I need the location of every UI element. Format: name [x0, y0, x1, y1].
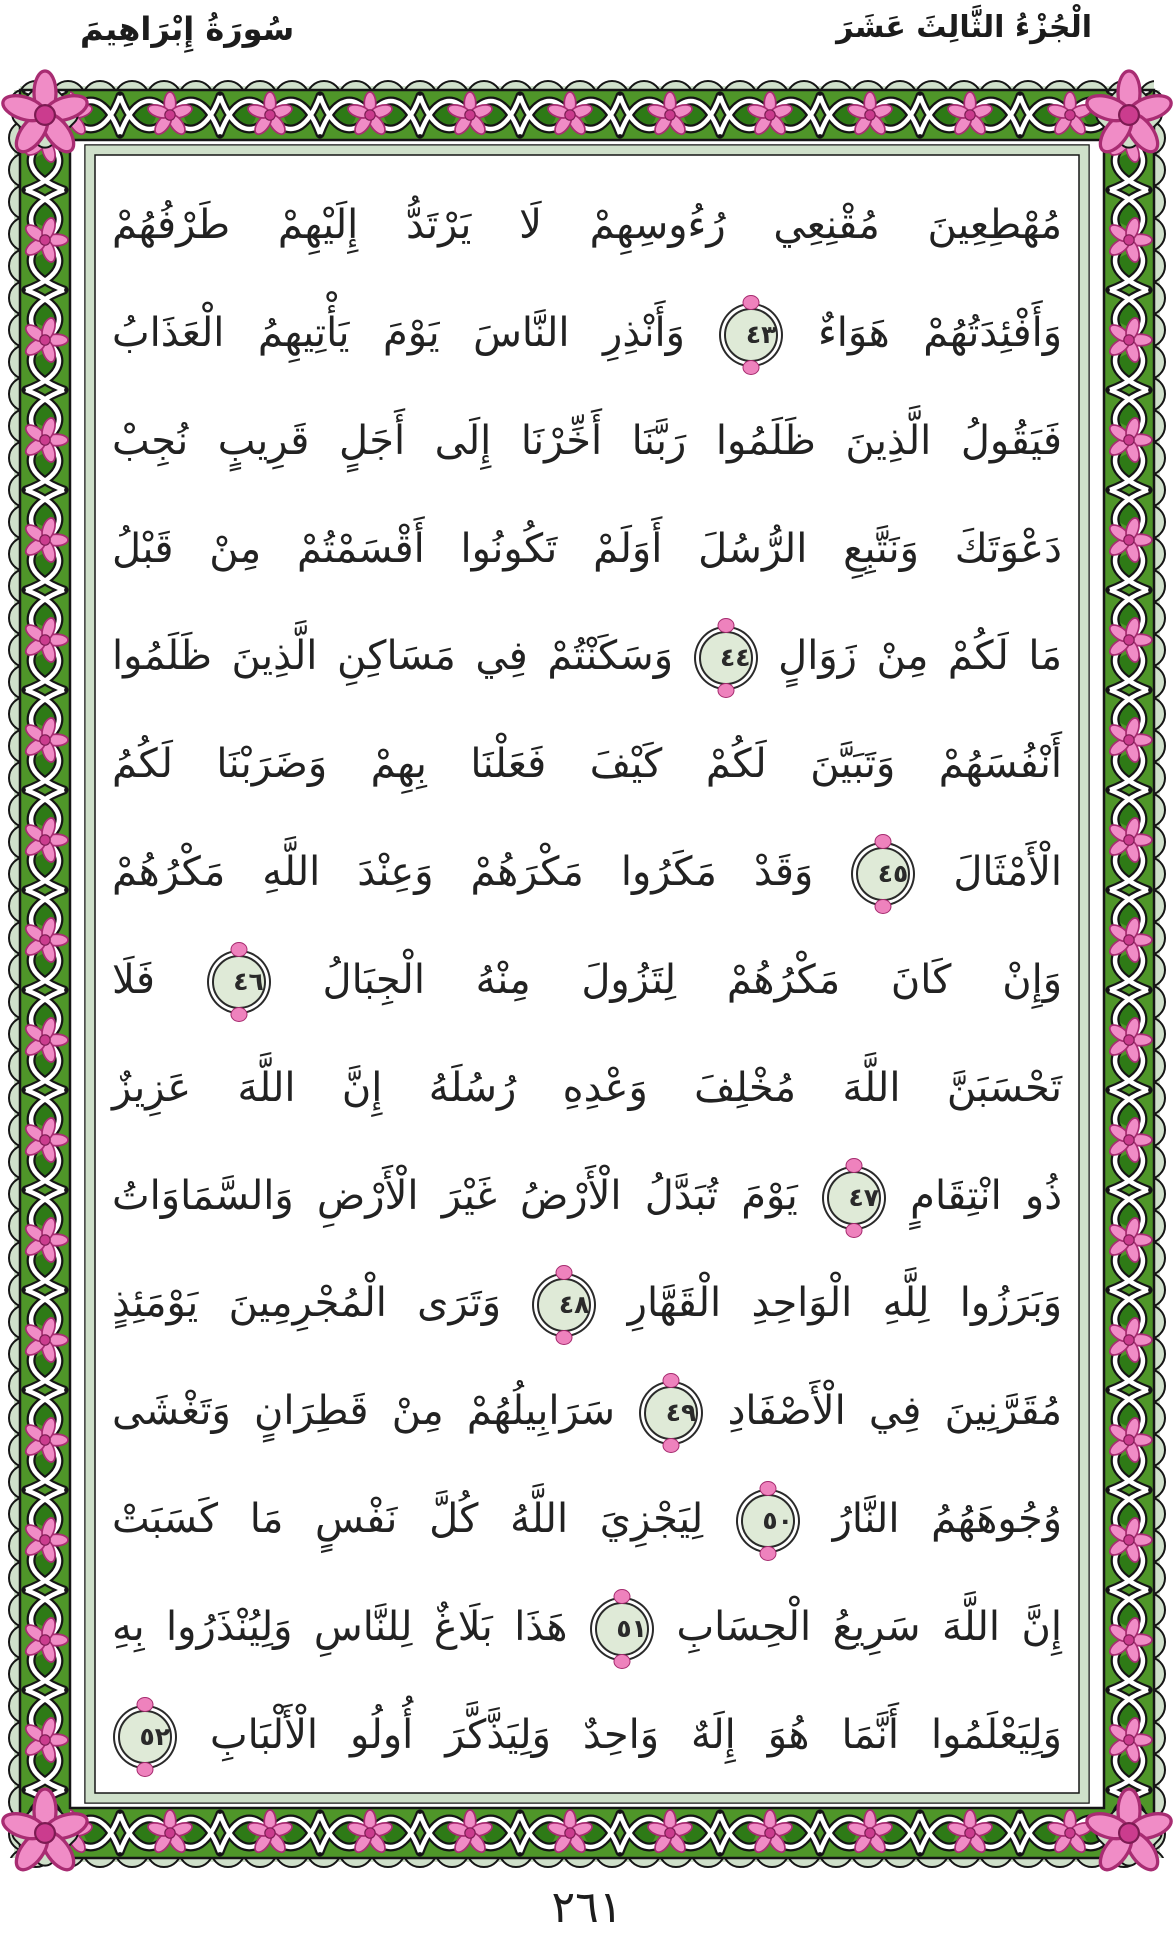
- verse-text: وَسَكَنْتُمْ فِي مَسَاكِنِ الَّذِينَ ظَلَمُوا: [112, 633, 674, 680]
- border-scallop-right: [1154, 90, 1172, 1858]
- aya-marker-45: ٤٥: [856, 847, 910, 901]
- verse-text: وَقَدْ مَكَرُوا مَكْرَهُمْ وَعِنْدَ اللَّهِ مَكْرُهُمْ: [112, 849, 814, 896]
- juz-header: الْجُزْءُ الثَّالِثَ عَشَرَ: [836, 10, 1092, 45]
- aya-marker-46: ٤٦: [212, 955, 266, 1009]
- verse-text: ذُو انْتِقَامٍ: [910, 1172, 1062, 1219]
- aya-marker-51: ٥١: [595, 1602, 649, 1656]
- quran-line-6: [112, 711, 1062, 817]
- verse-text: مُهْطِعِينَ مُقْنِعِي رُءُوسِهِمْ لَا يَرْتَدُّ إِلَيْهِمْ طَرْفُهُمْ: [112, 202, 1062, 248]
- quran-text-block: [112, 172, 1062, 1788]
- verse-text: فَلَا: [112, 956, 155, 1003]
- quran-line-9: [112, 1035, 1062, 1141]
- quran-line-10: [112, 1143, 1062, 1249]
- quran-line-15: [112, 1682, 1062, 1788]
- quran-line-13: [112, 1466, 1062, 1572]
- border-scallop-top: [20, 74, 1154, 92]
- quran-line-12: [112, 1358, 1062, 1464]
- aya-marker-44: ٤٤: [699, 631, 753, 685]
- page-number: ٢٦١: [551, 1882, 623, 1933]
- verse-text: إِنَّ اللَّهَ سَرِيعُ الْحِسَابِ: [676, 1603, 1063, 1650]
- quran-line-1: [112, 172, 1062, 278]
- aya-marker-52: ٥٢: [118, 1710, 172, 1764]
- quran-line-14: [112, 1574, 1062, 1680]
- border-scallop-left: [2, 90, 20, 1858]
- quran-line-7: [112, 819, 1062, 925]
- verse-text: تَحْسَبَنَّ اللَّهَ مُخْلِفَ وَعْدِهِ رُسُلَهُ إِنَّ اللَّهَ عَزِيزٌ: [112, 1064, 1062, 1111]
- verse-text: دَعْوَتَكَ وَنَتَّبِعِ الرُّسُلَ أَوَلَمْ تَكُونُوا أَقْسَمْتُمْ مِنْ قَبْلُ: [112, 525, 1062, 572]
- verse-text: فَيَقُولُ الَّذِينَ ظَلَمُوا رَبَّنَا أَخِّرْنَا إِلَى أَجَلٍ قَرِيبٍ نُجِبْ: [112, 417, 1062, 464]
- surah-header: سُورَةُ إِبْرَاهِيمَ: [80, 10, 295, 48]
- verse-text: مَا لَكُمْ مِنْ زَوَالٍ: [778, 633, 1063, 680]
- quran-line-5: [112, 603, 1062, 709]
- quran-line-3: [112, 388, 1062, 494]
- quran-line-4: [112, 496, 1062, 602]
- verse-text: لِيَجْزِيَ اللَّهُ كُلَّ نَفْسٍ مَا كَسَبَتْ: [112, 1496, 704, 1543]
- aya-marker-49: ٤٩: [644, 1386, 698, 1440]
- verse-text: وَلِيَعْلَمُوا أَنَّمَا هُوَ إِلَهٌ وَاحِدٌ وَلِيَذَّكَّرَ أُولُو الْأَلْبَابِ: [209, 1711, 1063, 1758]
- verse-text: هَذَا بَلَاغٌ لِلنَّاسِ وَلِيُنْذَرُوا بِهِ: [112, 1603, 568, 1650]
- verse-text: وَأَفْئِدَتُهُمْ هَوَاءٌ: [818, 309, 1063, 356]
- quran-line-2: [112, 280, 1062, 386]
- aya-marker-48: ٤٨: [537, 1278, 591, 1332]
- verse-text: يَوْمَ تُبَدَّلُ الْأَرْضُ غَيْرَ الْأَرْضِ وَالسَّمَاوَاتُ: [112, 1172, 798, 1219]
- verse-text: وَتَرَى الْمُجْرِمِينَ يَوْمَئِذٍ: [112, 1280, 502, 1327]
- quran-line-8: [112, 927, 1062, 1033]
- verse-text: سَرَابِيلُهُمْ مِنْ قَطِرَانٍ وَتَغْشَى: [112, 1388, 616, 1435]
- quran-line-11: [112, 1250, 1062, 1356]
- verse-text: الْأَمْثَالَ: [953, 849, 1063, 896]
- aya-marker-50: ٥٠: [741, 1494, 795, 1548]
- verse-text: وُجُوهَهُمُ النَّارُ: [832, 1496, 1063, 1543]
- border-scallop-bottom: [20, 1856, 1154, 1874]
- aya-marker-47: ٤٧: [827, 1171, 881, 1225]
- verse-text: وَبَرَزُوا لِلَّهِ الْوَاحِدِ الْقَهَّارِ: [627, 1280, 1063, 1327]
- verse-text: وَأَنْذِرِ النَّاسَ يَوْمَ يَأْتِيهِمُ الْعَذَابُ: [112, 309, 685, 356]
- verse-text: وَإِنْ كَانَ مَكْرُهُمْ لِتَزُولَ مِنْهُ الْجِبَالُ: [322, 956, 1063, 1003]
- verse-text: مُقَرَّنِينَ فِي الْأَصْفَادِ: [727, 1388, 1063, 1435]
- aya-marker-43: ٤٣: [724, 308, 778, 362]
- verse-text: أَنْفُسَهُمْ وَتَبَيَّنَ لَكُمْ كَيْفَ فَعَلْنَا بِهِمْ وَضَرَبْنَا لَكُمُ: [112, 741, 1062, 788]
